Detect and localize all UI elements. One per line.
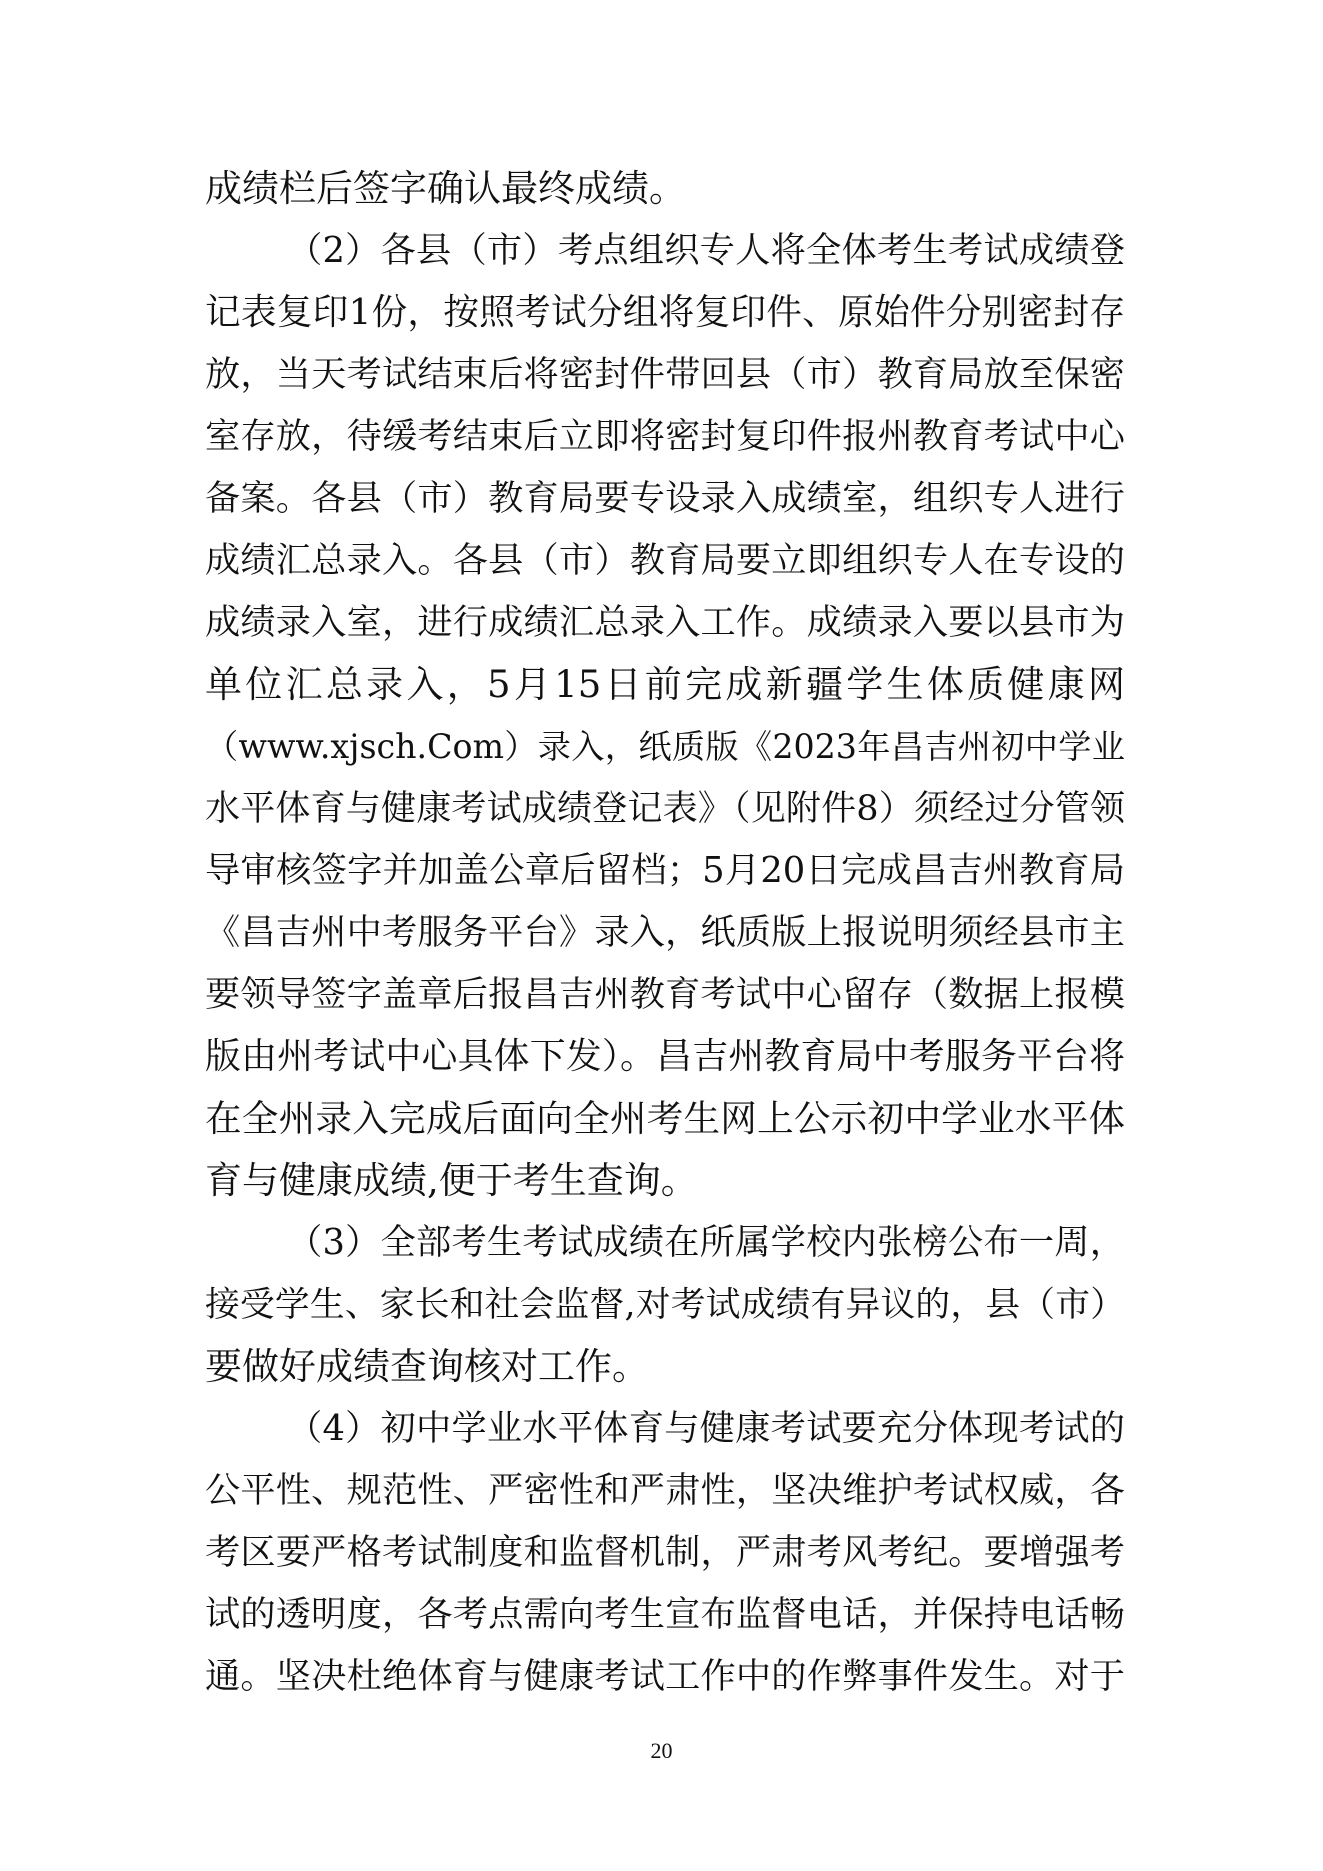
text-line: 公平性、规范性、严密性和严肃性，坚决维护考试权威，各 xyxy=(205,1470,1125,1511)
text-line: 试的透明度，各考点需向考生宣布监督电话，并保持电话畅 xyxy=(205,1594,1125,1635)
text-line: 成绩栏后签字确认最终成绩。 xyxy=(205,167,686,210)
text-line: 导审核签字并加盖公章后留档；5月20日完成昌吉州教育局 xyxy=(205,850,1125,891)
text-line: 接受学生、家长和社会监督,对考试成绩有异议的，县（市） xyxy=(205,1285,1125,1325)
text-line: 考区要严格考试制度和监督机制，严肃考风考纪。要增强考 xyxy=(205,1532,1125,1573)
text-line: 在全州录入完成后面向全州考生网上公示初中学业水平体 xyxy=(205,1097,1125,1140)
text-line: 通。坚决杜绝体育与健康考试工作中的作弊事件发生。对于 xyxy=(205,1656,1125,1697)
text-line: 育与健康成绩,便于考生查询。 xyxy=(205,1159,698,1202)
text-line: 备案。各县（市）教育局要专设录入成绩室，组织专人进行 xyxy=(205,478,1125,519)
text-line: 放，当天考试结束后将密封件带回县（市）教育局放至保密 xyxy=(205,354,1125,395)
text-line: 《昌吉州中考服务平台》录入，纸质版上报说明须经县市主 xyxy=(205,912,1125,953)
text-line: 要做好成绩查询核对工作。 xyxy=(205,1345,649,1388)
text-line: （4）初中学业水平体育与健康考试要充分体现考试的 xyxy=(287,1408,1125,1449)
text-line: 成绩汇总录入。各县（市）教育局要立即组织专人在专设的 xyxy=(205,540,1125,581)
text-line: （3）全部考生考试成绩在所属学校内张榜公布一周， xyxy=(287,1222,1125,1263)
text-line: 成绩录入室，进行成绩汇总录入工作。成绩录入要以县市为 xyxy=(205,602,1125,643)
text-line: 版由州考试中心具体下发）。昌吉州教育局中考服务平台将 xyxy=(205,1036,1125,1077)
text-line: 要领导签字盖章后报昌吉州教育考试中心留存（数据上报模 xyxy=(205,974,1125,1015)
page-number: 20 xyxy=(650,1738,673,1763)
text-line: （www.xjsch.Com）录入，纸质版《2023年昌吉州初中学业 xyxy=(205,727,1125,766)
text-line: 水平体育与健康考试成绩登记表》（见附件8）须经过分管领 xyxy=(205,788,1125,829)
text-line: 记表复印1份，按照考试分组将复印件、原始件分别密封存 xyxy=(205,292,1125,333)
text-line: 单位汇总录入，5月15日前完成新疆学生体质健康网 xyxy=(205,663,1125,706)
text-line: 室存放，待缓考结束后立即将密封复印件报州教育考试中心 xyxy=(205,416,1125,457)
text-line: （2）各县（市）考点组织专人将全体考生考试成绩登 xyxy=(287,230,1125,271)
